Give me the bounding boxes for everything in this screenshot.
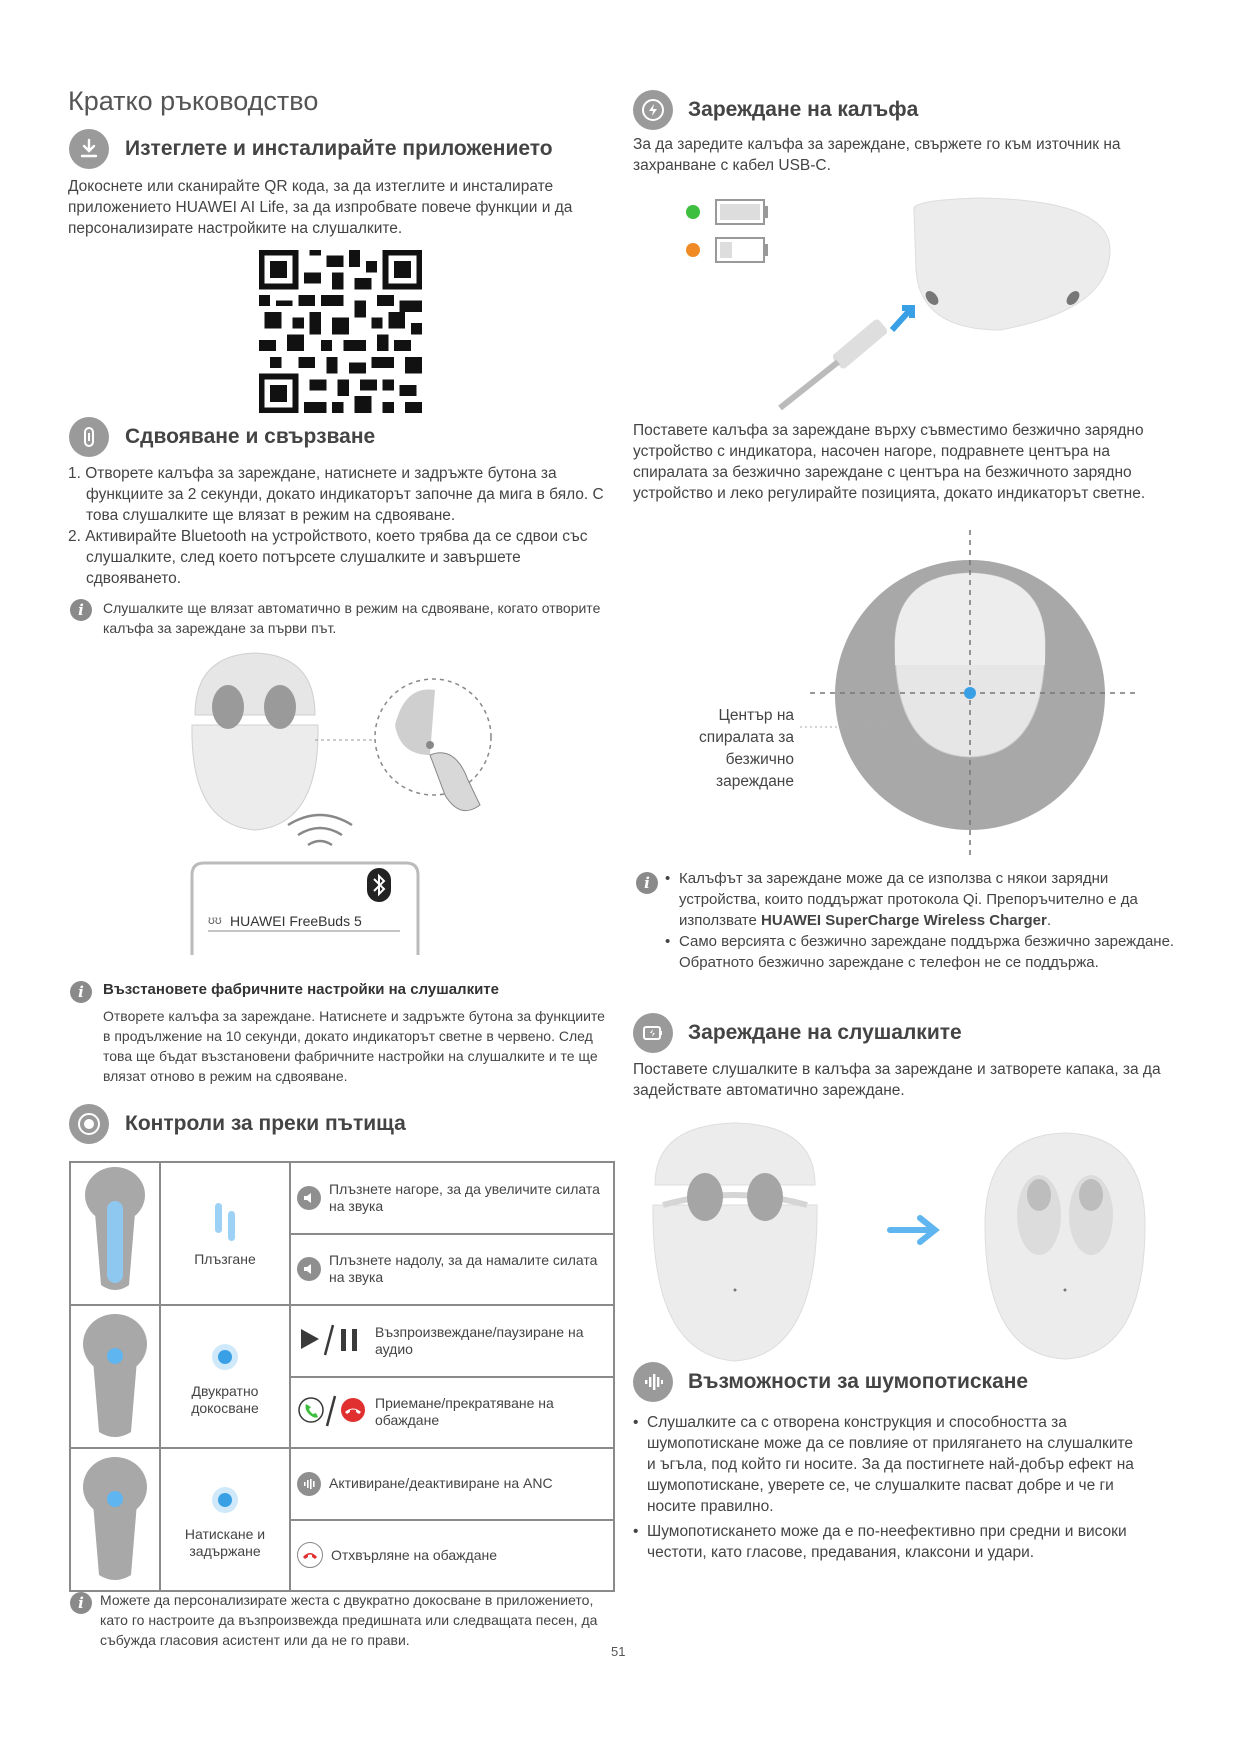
earbud-charging-text: Поставете слушалките в калъфа за зареждане и затворете капака, за да задействате автоматично зареждане. (633, 1061, 1161, 1099)
case-charging-text: За да заредите калъфа за зареждане, свържете го към източник на захранване с кабел USB-C. (633, 136, 1121, 174)
action-cell (290, 1448, 614, 1520)
case-note-1-end: . (1046, 912, 1051, 929)
answer-end-call-icon (297, 1392, 365, 1432)
download-text: Докоснете или сканирайте QR кода, за да изтеглите и инсталирате приложението HUAWEI AI Life, за да изпробвате повече функции и да персонализирате настройките на слушалките. (68, 178, 573, 237)
pairing-step-2: 2. Активирайте Bluetooth на устройството, което трябва да се сдвои със слушалките, след което потърсете слушалките и завършете сдвояването. (68, 528, 588, 587)
action-label: Възпроизвеждане/паузиране на аудио (375, 1323, 584, 1357)
reset-text: Отворете калъфа за зареждане. Натиснете и задръжте бутона за функциите в продължение на 10 секунди, докато индикаторът светне в червено. След това ще бъдат възстановени фабричните настройки на слушалките и те ще влязат отново в режим на сдвояване. (103, 1008, 605, 1084)
earbud-charging-icon (633, 1013, 673, 1053)
wireless-charging-illustration (800, 525, 1140, 860)
reset-heading: Възстановете фабричните настройки на слушалките (103, 981, 499, 998)
gesture-double-tap-cell (160, 1305, 290, 1448)
anc-heading: Възможности за шумопотискане (688, 1370, 1029, 1393)
action-label: Плъзнете надолу, за да намалите силата на звука (329, 1252, 598, 1286)
download-icon (69, 129, 109, 169)
earbud-double-tap-cell (70, 1305, 160, 1448)
qr-code[interactable] (259, 250, 422, 413)
action-label: Плъзнете нагоре, за да увеличите силата на звука (329, 1180, 600, 1214)
action-cell (290, 1234, 614, 1306)
action-cell (290, 1377, 614, 1449)
charger-name: HUAWEI SuperCharge Wireless Charger (761, 912, 1047, 929)
volume-up-icon (297, 1186, 321, 1210)
gesture-label: Плъзгане (194, 1251, 256, 1267)
info-icon: i (70, 981, 92, 1003)
anc-icon (297, 1472, 321, 1496)
noise-cancellation-icon (633, 1362, 673, 1402)
wireless-charging-text: Поставете калъфа за зареждане върху съвместимо безжично зарядно устройство с индикатора, насочен нагоре, подравнете центъра на спиралата за безжично зареждане с центъра на безжичното зарядно устройство и леко регулирайте позицията, докато индикаторът светне. (633, 422, 1146, 502)
case-note-2: • Само версията с безжично зареждане поддържа безжично зареждане. Обратното безжично зареждане с телефон не се поддържа. (665, 931, 1175, 973)
shortcuts-table (69, 1161, 615, 1592)
action-cell (290, 1162, 614, 1234)
earbud-charging-heading: Зареждане на слушалките (688, 1021, 962, 1044)
gesture-label: Натискане и задържане (184, 1525, 266, 1559)
action-cell (290, 1520, 614, 1592)
device-name: HUAWEI FreeBuds 5 (230, 913, 362, 929)
pairing-steps (68, 463, 608, 589)
bluetooth-pairing-icon (69, 417, 109, 457)
gesture-label: Двукратно докосване (191, 1382, 259, 1416)
anc-bullet-2: • Шумопотискането може да е по-неефективно при средни и високи честоти, като гласове, предавания, клаксони и удари. (633, 1521, 1138, 1563)
pairing-note: Слушалките ще влязат автоматично в режим на сдвояване, когато отворите калъфа за зареждане за първи път. (103, 600, 601, 636)
coil-label: Център на спиралата за безжично зареждане (699, 707, 794, 790)
earbud-slide-cell (70, 1162, 160, 1305)
download-heading: Изтеглете и инсталирайте приложението (125, 137, 553, 160)
gesture-press-hold-cell (160, 1448, 290, 1591)
case-note-1 (665, 868, 1175, 931)
page-title: Кратко ръководство (68, 86, 319, 116)
gesture-slide-cell (160, 1162, 290, 1305)
action-label: Приемане/прекратяване на обаждане (375, 1395, 554, 1429)
pairing-step-1: 1. Отворете калъфа за зареждане, натиснете и задръжте бутона за функциите за 2 секунди, докато индикаторът започне да мига в бяло. С това слушалките ще влязат в режим на сдвояване. (68, 465, 604, 524)
page-number: 51 (611, 1644, 626, 1659)
volume-down-icon (297, 1257, 321, 1281)
info-icon: i (70, 599, 92, 621)
earbud-press-hold-cell (70, 1448, 160, 1591)
play-pause-icon (297, 1321, 365, 1361)
shortcuts-heading: Контроли за преки пътища (125, 1112, 406, 1135)
shortcuts-note: Можете да персонализирате жеста с двукратно докосване в приложението, като го настроите да възпроизвежда предишната или следващата песен, да събужда гласовия асистент или да не го прави. (100, 1592, 598, 1648)
anc-list (633, 1412, 1138, 1563)
earbud-charging-illustration (645, 1115, 1150, 1365)
action-label: Активиране/деактивиране на ANC (329, 1475, 553, 1492)
action-cell (290, 1305, 614, 1377)
pairing-heading: Сдвояване и свързване (125, 425, 376, 448)
anc-bullet-1: • Слушалките са с отворена конструкция и способността за шумопотискане може да се повлияе от прилягането на слушалките и ъгъла, под който ги носите. За да постигнете най-добър ефект на шумопотискане, уверете се, че слушалките пасват добре и че ги носите правилно. (633, 1412, 1138, 1517)
info-icon: i (636, 872, 658, 894)
action-label: Отхвърляне на обаждане (331, 1546, 498, 1563)
bluetooth-icon (367, 868, 391, 902)
touch-control-icon (69, 1104, 109, 1144)
pairing-illustration (180, 645, 510, 955)
info-icon: i (70, 1592, 92, 1614)
reject-call-icon (297, 1542, 323, 1568)
wired-charging-illustration (680, 190, 1120, 410)
case-charging-notes (665, 868, 1175, 973)
case-charging-heading: Зареждане на калъфа (688, 98, 919, 121)
earbuds-mini-icon: ʊʊ (208, 913, 222, 927)
case-note-1-text: Калъфът за зареждане може да се използва с някои зарядни устройства, които поддържат протокола Qi. Препоръчително е да използвате (679, 870, 1138, 929)
case-charging-icon (633, 90, 673, 130)
